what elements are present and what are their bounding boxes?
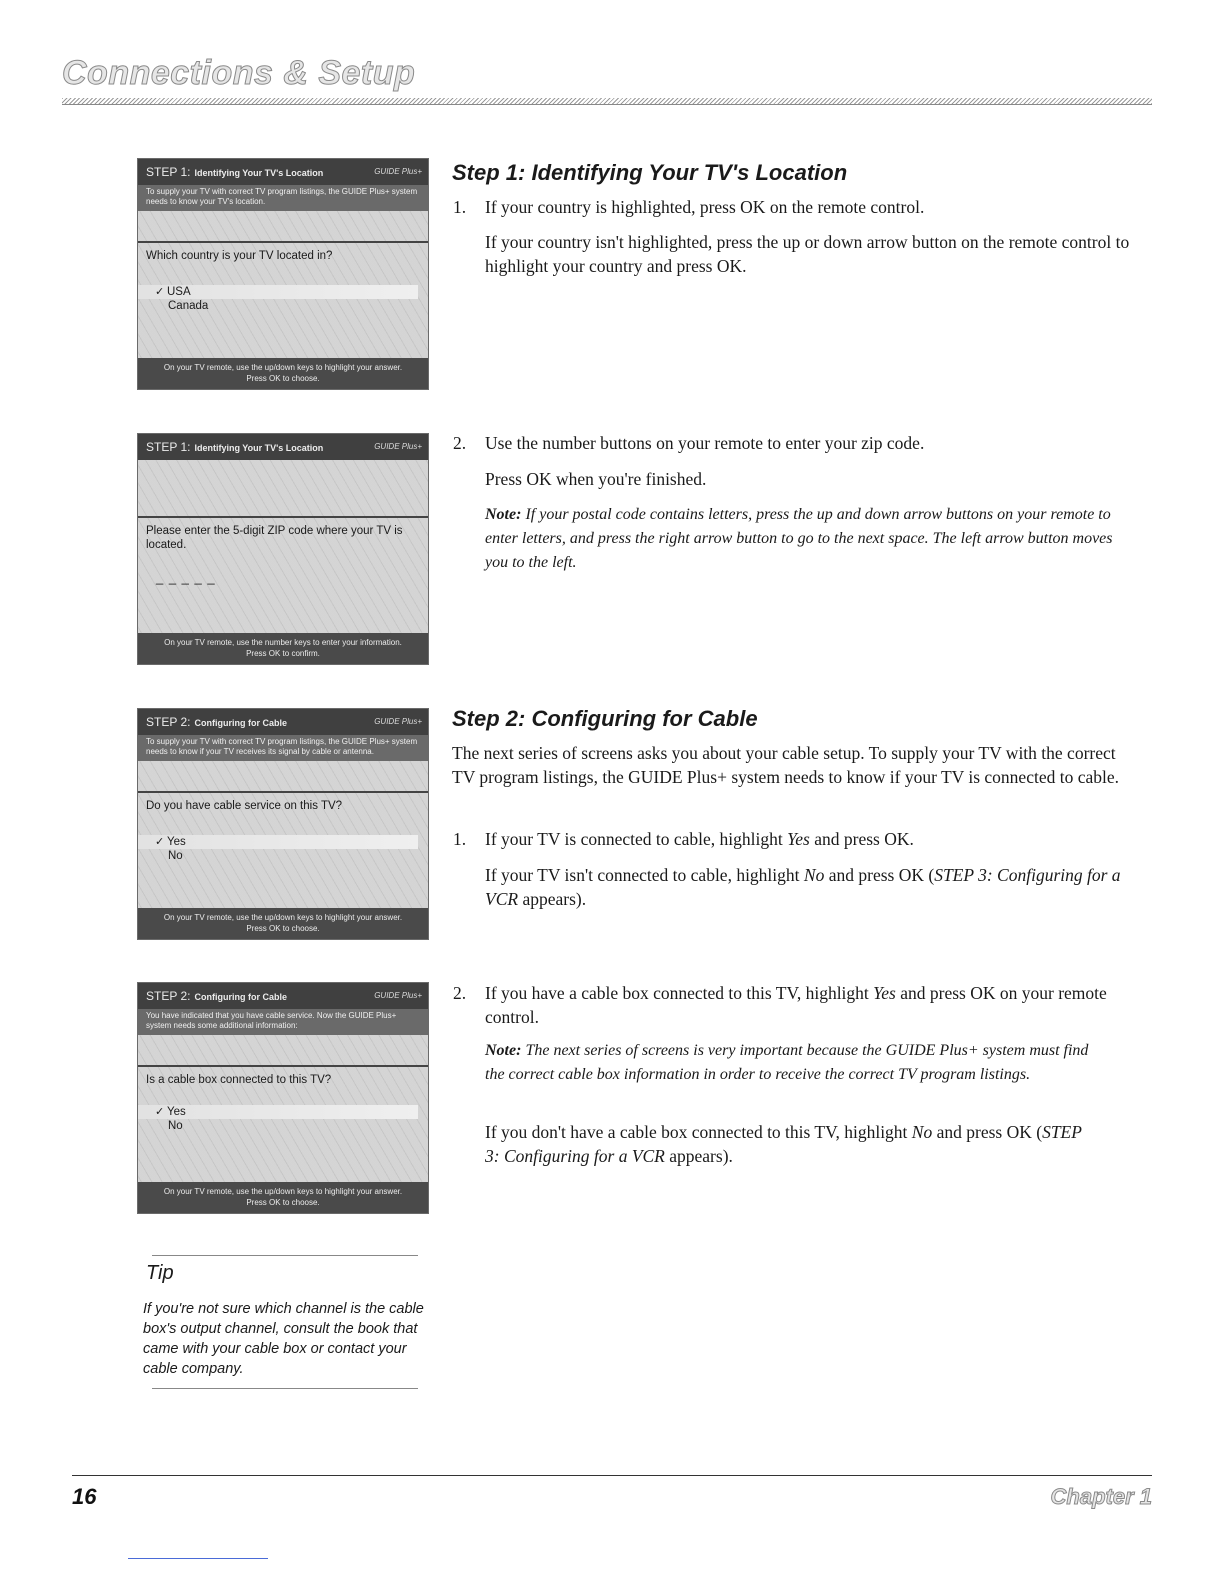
- screen-intro: To supply your TV with correct TV program listings, the GUIDE Plus+ system needs to know if your TV receives its signal by cable or antenna.: [138, 735, 428, 761]
- screen-step: STEP 2:: [146, 715, 191, 729]
- step2-intro: The next series of screens asks you about your cable setup. To supply your TV with the correct TV program listings, the GUIDE Plus+ system needs to know if your TV is connected to cable.: [452, 743, 1119, 787]
- note-text: The next series of screens is very important because the GUIDE Plus+ system must find the correct cable box information in order to receive the correct TV program listings.: [485, 1042, 1089, 1083]
- screen-title-bar: [138, 434, 428, 460]
- tv-screen-zip: [137, 433, 429, 665]
- option-yes: ✓ Yes: [138, 1105, 418, 1119]
- step1-item2-sub: Press OK when you're finished.: [485, 469, 707, 489]
- tip-rule-top: [152, 1255, 418, 1256]
- step2-item2-number: 2.: [453, 983, 467, 1003]
- guide-plus-logo: GUIDE Plus+: [374, 717, 422, 726]
- screen-question: Is a cable box connected to this TV?: [146, 1074, 332, 1086]
- screen-footer: On your TV remote, use the up/down keys to highlight your answer. Press OK to choose.: [138, 908, 428, 939]
- screen-question: Do you have cable service on this TV?: [146, 800, 343, 812]
- bottom-link-underline: [128, 1558, 268, 1559]
- step2-item1-text: If your TV is connected to cable, highlight Yes and press OK.: [485, 829, 914, 849]
- guide-plus-logo: GUIDE Plus+: [374, 991, 422, 1000]
- section-title: Connections & Setup: [62, 54, 416, 92]
- option-canada: Canada: [168, 300, 209, 312]
- step1-item2-number: 2.: [453, 433, 467, 453]
- note-label: Note:: [485, 1042, 522, 1059]
- screen-step-name: Configuring for Cable: [194, 992, 287, 1002]
- chapter-label: Chapter 1: [1050, 1484, 1152, 1509]
- step2-heading: Step 2: Configuring for Cable: [452, 706, 758, 731]
- check-icon: ✓: [155, 836, 165, 848]
- screen-step-name: Configuring for Cable: [194, 718, 287, 728]
- step2-item2-text: If you have a cable box connected to this TV, highlight Yes and press OK on your remote control.: [485, 983, 1107, 1027]
- step2-item2-alt: If you don't have a cable box connected to this TV, highlight No and press OK (STEP 3: Configuring for a VCR appears).: [485, 1122, 1082, 1166]
- screen-title-bar: [138, 983, 428, 1009]
- zip-entry: _ _ _ _ _: [156, 570, 216, 585]
- step1-item1-text: If your country is highlighted, press OK on the remote control.: [485, 197, 925, 217]
- step2-item1-alt: If your TV isn't connected to cable, highlight No and press OK (STEP 3: Configuring for a VCR appears).: [485, 865, 1121, 909]
- footer-rule: [72, 1475, 1152, 1476]
- screen-step: STEP 1:: [146, 165, 191, 179]
- tv-screen-cable-box: [137, 982, 429, 1214]
- screen-intro: To supply your TV with correct TV program listings, the GUIDE Plus+ system needs to know your TV's location.: [138, 185, 428, 211]
- step1-item1-alt: If your country isn't highlighted, press the up or down arrow button on the remote control to highlight your country and press OK.: [485, 232, 1130, 276]
- screen-intro: You have indicated that you have cable service. Now the GUIDE Plus+ system needs some additional information:: [138, 1009, 428, 1035]
- check-icon: ✓: [155, 286, 165, 298]
- page-number: 16: [72, 1484, 97, 1509]
- tv-screen-cable-service: [137, 708, 429, 940]
- screen-step: STEP 1:: [146, 440, 191, 454]
- screen-footer: On your TV remote, use the up/down keys to highlight your answer. Press OK to choose.: [138, 358, 428, 389]
- screen-step: STEP 2:: [146, 989, 191, 1003]
- option-yes: ✓ Yes: [138, 835, 418, 849]
- screen-options: [138, 285, 428, 313]
- step1-item2-text: Use the number buttons on your remote to enter your zip code.: [485, 433, 925, 453]
- option-no: No: [168, 850, 183, 862]
- check-icon: ✓: [155, 1106, 165, 1118]
- guide-plus-logo: GUIDE Plus+: [374, 442, 422, 451]
- step2-note: [485, 1039, 1095, 1087]
- screen-step-name: Identifying Your TV's Location: [194, 168, 324, 178]
- tip-rule-bottom: [152, 1388, 418, 1389]
- screen-footer: On your TV remote, use the number keys to enter your information. Press OK to confirm.: [138, 633, 428, 664]
- screen-step-name: Identifying Your TV's Location: [194, 443, 324, 453]
- screen-footer: On your TV remote, use the up/down keys to highlight your answer. Press OK to choose.: [138, 1182, 428, 1213]
- step1-heading: Step 1: Identifying Your TV's Location: [452, 160, 848, 185]
- screen-title-bar: [138, 709, 428, 735]
- screen-options: [138, 1105, 428, 1133]
- option-usa: ✓ USA: [138, 285, 418, 299]
- note-label: Note:: [485, 506, 522, 523]
- tip-title: Tip: [146, 1262, 174, 1284]
- step1-note: [485, 503, 1125, 575]
- screen-question: Please enter the 5-digit ZIP code where your TV is located.: [146, 525, 403, 551]
- guide-plus-logo: GUIDE Plus+: [374, 167, 422, 176]
- screen-title-bar: [138, 159, 428, 185]
- step2-item1-number: 1.: [453, 829, 467, 849]
- header-rule: [62, 98, 1152, 105]
- step1-item1-number: 1.: [453, 197, 467, 217]
- screen-options: [138, 835, 428, 863]
- option-no: No: [168, 1120, 183, 1132]
- note-text: If your postal code contains letters, press the up and down arrow buttons on your remote to enter letters, and press the right arrow button to go to the next space. The left arrow button moves you to the left.: [485, 506, 1113, 571]
- tip-text: If you're not sure which channel is the cable box's output channel, consult the book that came with your cable box or contact your cable company.: [143, 1301, 424, 1377]
- tv-screen-country: [137, 158, 429, 390]
- screen-question: Which country is your TV located in?: [146, 250, 333, 262]
